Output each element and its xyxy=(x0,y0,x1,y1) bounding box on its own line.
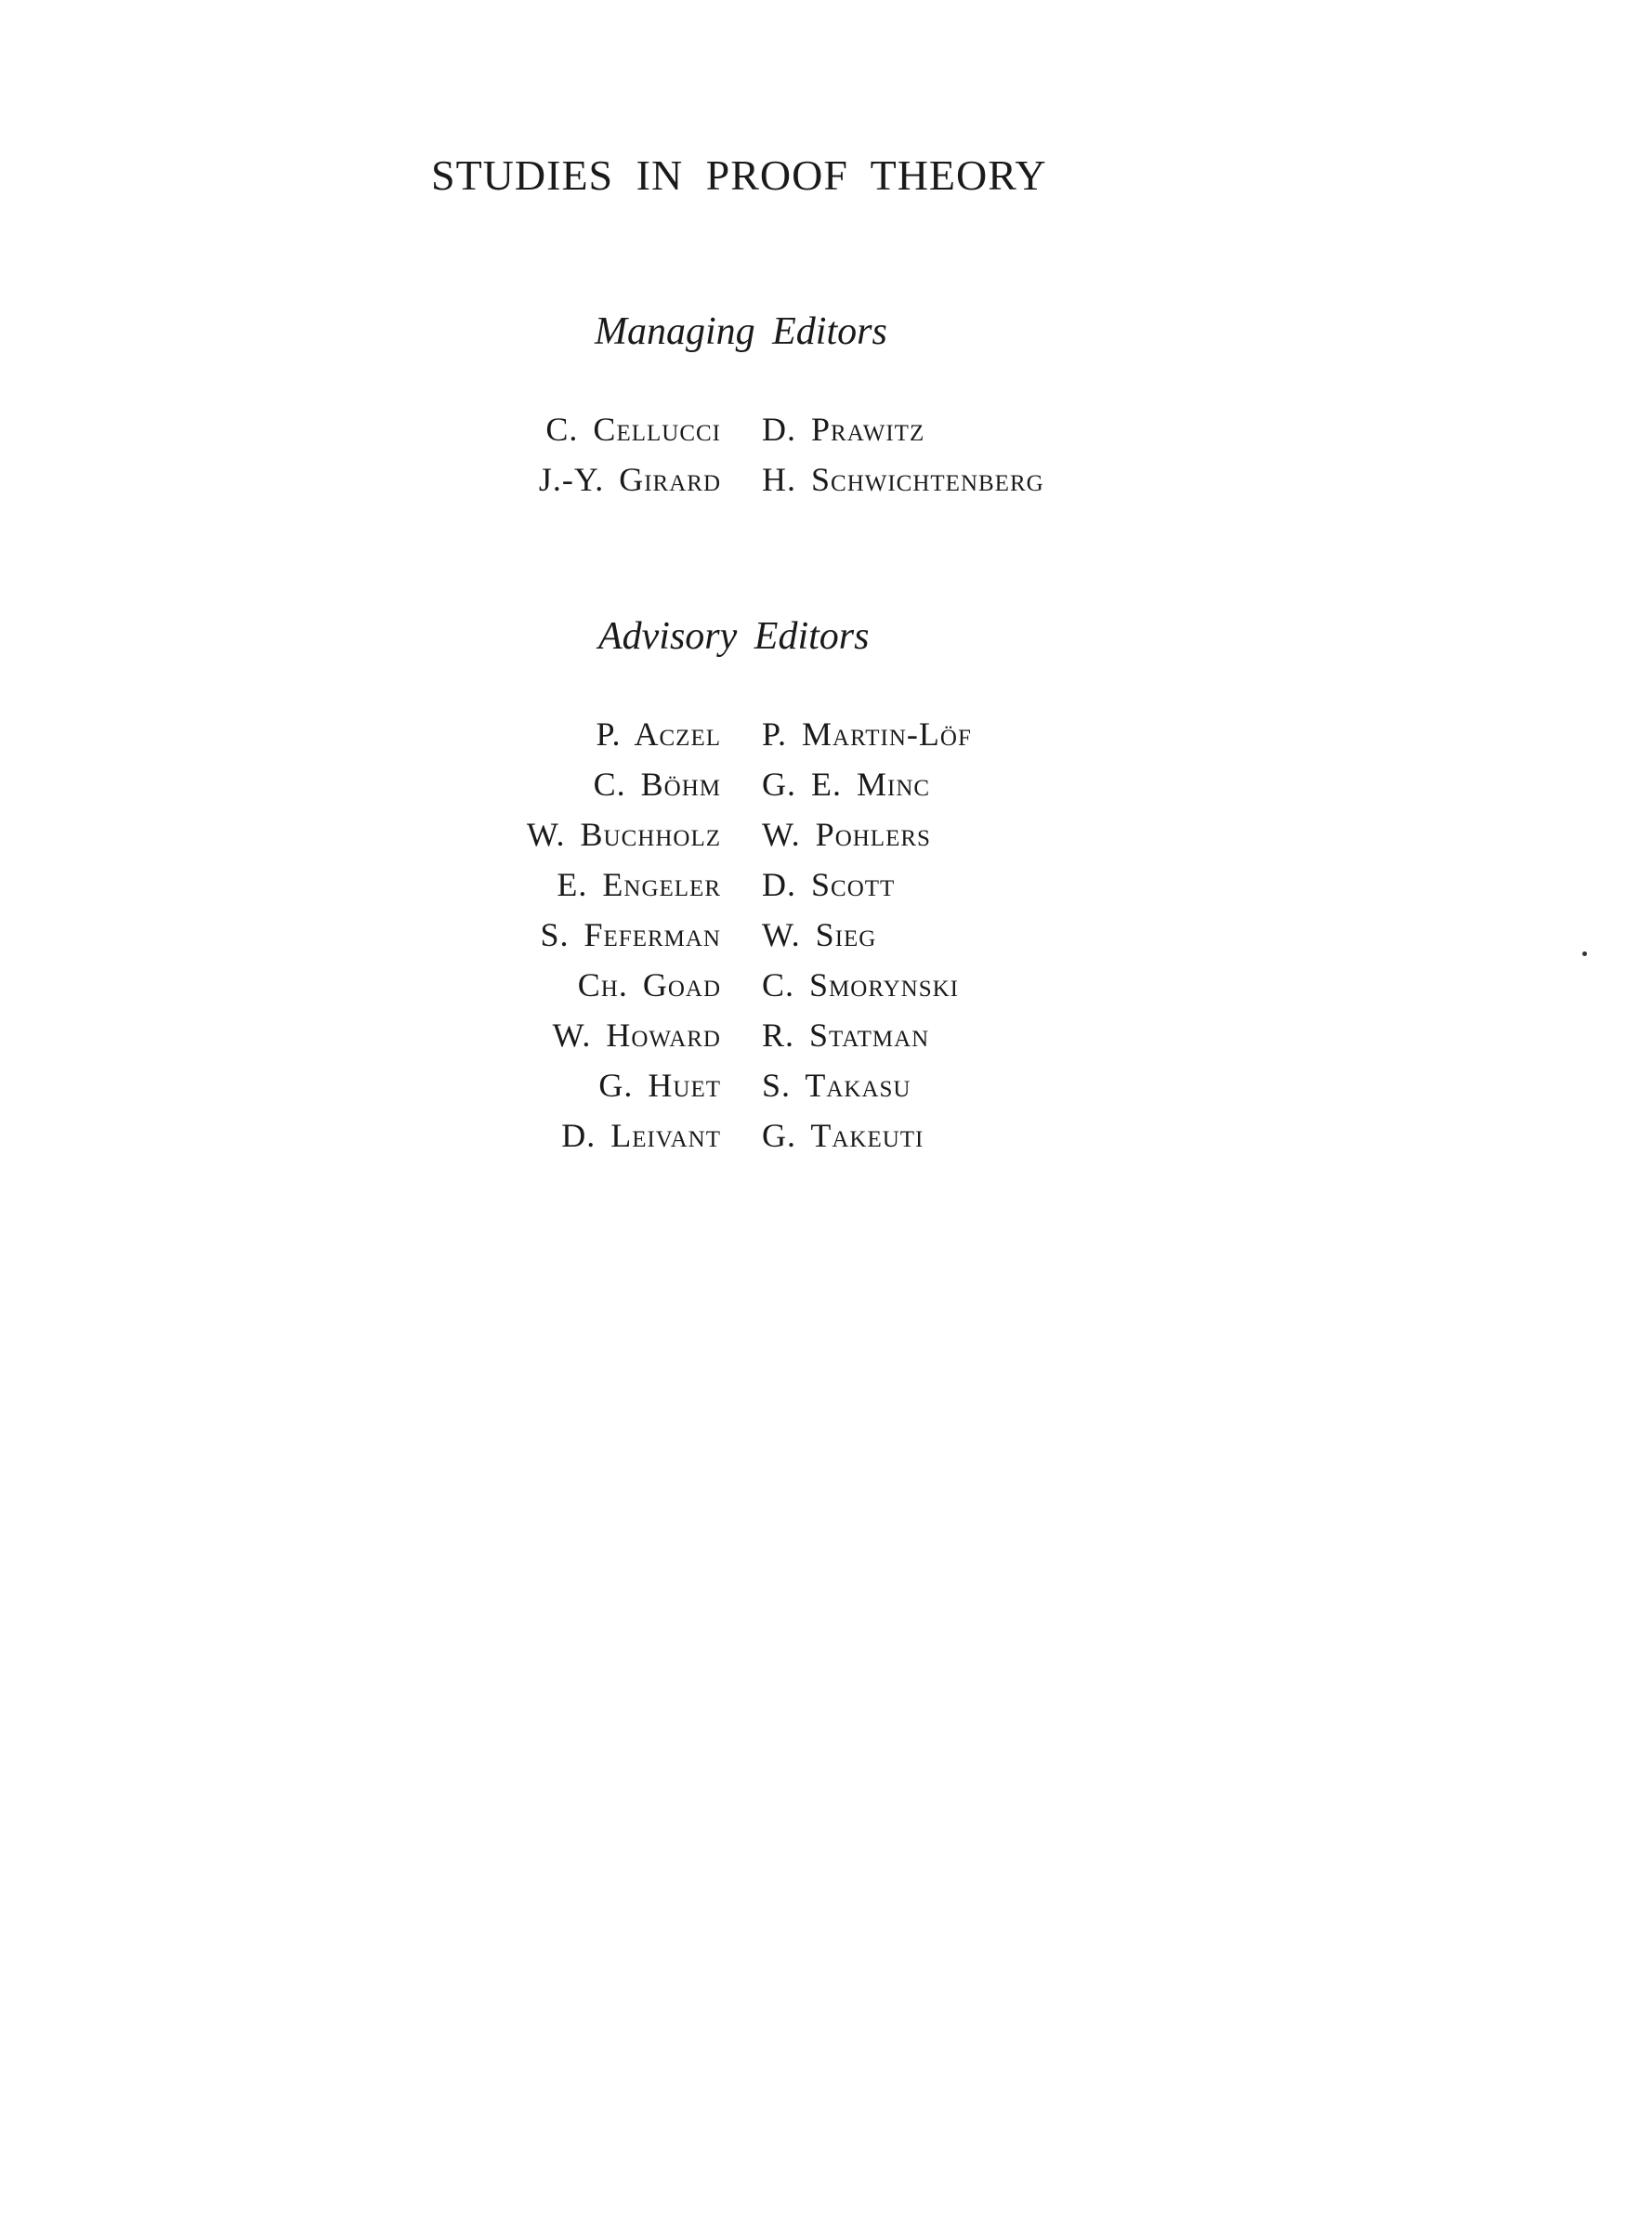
editor-row xyxy=(455,809,972,859)
series-title: STUDIES IN PROOF THEORY xyxy=(431,151,1047,199)
editor-row xyxy=(483,454,1044,505)
editor-name: W. Buchholz xyxy=(526,816,721,853)
editor-name: S. Feferman xyxy=(540,916,721,953)
editor-row xyxy=(455,1010,972,1060)
editor-name: Ch. Goad xyxy=(577,966,721,1004)
editor-name: D. Scott xyxy=(762,866,896,903)
editor-name: J.-Y. Girard xyxy=(538,461,721,498)
editor-name: R. Statman xyxy=(762,1017,930,1054)
advisory-editors-table xyxy=(455,709,972,1161)
editor-row xyxy=(455,1060,972,1110)
editor-name: H. Schwichtenberg xyxy=(762,461,1044,498)
editor-row xyxy=(455,859,972,910)
editor-name: G. Huet xyxy=(598,1067,721,1104)
editor-row xyxy=(455,910,972,960)
editor-row xyxy=(455,960,972,1010)
editor-name: P. Martin-Löf xyxy=(762,715,972,753)
editor-name: S. Takasu xyxy=(762,1067,911,1104)
managing-editors-table xyxy=(483,404,1044,505)
editor-row xyxy=(483,404,1044,454)
scan-speck xyxy=(1582,951,1587,956)
editor-name: C. Böhm xyxy=(593,766,721,803)
editor-name: W. Howard xyxy=(552,1017,721,1054)
editor-name: W. Pohlers xyxy=(762,816,931,853)
editor-name: P. Aczel xyxy=(596,715,721,753)
editor-row xyxy=(455,759,972,809)
editor-name: D. Prawitz xyxy=(762,411,925,448)
editor-name: D. Leivant xyxy=(561,1117,721,1154)
advisory-editors-list xyxy=(455,709,972,1161)
editor-row xyxy=(455,709,972,759)
editor-name: G. E. Minc xyxy=(762,766,931,803)
managing-editors-heading: Managing Editors xyxy=(595,310,887,353)
editor-name: C. Smorynski xyxy=(762,966,960,1004)
editor-name: W. Sieg xyxy=(762,916,877,953)
advisory-editors-heading: Advisory Editors xyxy=(598,615,870,658)
managing-editors-list xyxy=(483,404,1044,505)
editor-name: E. Engeler xyxy=(557,866,721,903)
editor-name: C. Cellucci xyxy=(545,411,721,448)
editor-name: G. Takeuti xyxy=(762,1117,924,1154)
editor-row xyxy=(455,1110,972,1161)
